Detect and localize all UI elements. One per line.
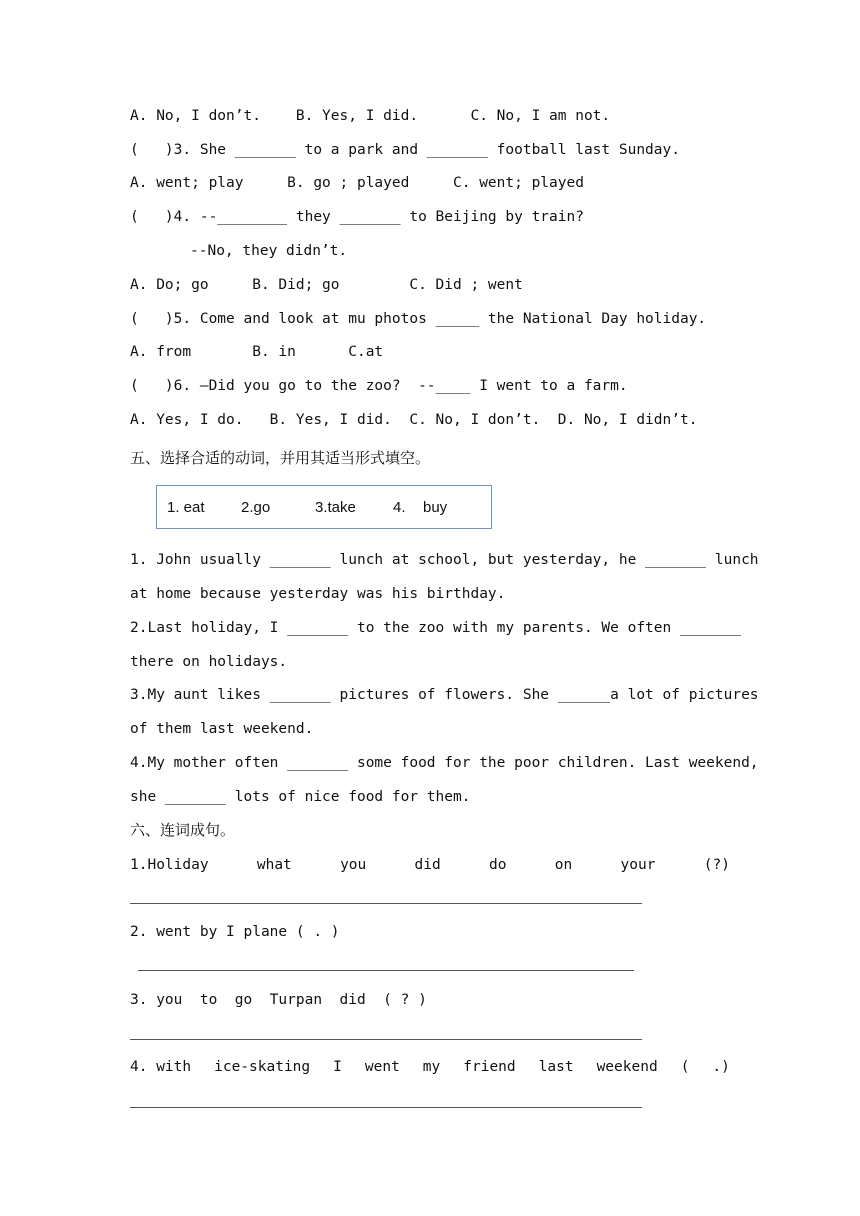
word: 4. with	[130, 1059, 192, 1075]
word-bank-item: 2.go	[241, 499, 271, 516]
q4-answer: --No, they didn’t.	[190, 243, 348, 259]
word: went	[364, 1059, 400, 1075]
s6-sentence-2: 2. went by I plane ( . )	[130, 924, 340, 940]
word-bank-item: 3.take	[315, 499, 356, 516]
word: on	[554, 857, 573, 873]
word: your	[620, 857, 656, 873]
word: friend	[463, 1059, 516, 1075]
s5-line: at home because yesterday was his birthday.	[130, 586, 506, 602]
answer-line	[130, 903, 642, 904]
q5-options: A. from B. in C.at	[130, 344, 384, 360]
q2-options: A. No, I don’t. B. Yes, I did. C. No, I am not.	[130, 108, 611, 124]
s6-sentence-1	[130, 855, 730, 875]
word-bank-box	[156, 485, 492, 529]
answer-line	[130, 1107, 642, 1108]
q5-stem: ( )5. Come and look at mu photos _____ the National Day holiday.	[130, 311, 707, 327]
s5-line: she _______ lots of nice food for them.	[130, 789, 471, 805]
q6-options: A. Yes, I do. B. Yes, I did. C. No, I don’t. D. No, I didn’t.	[130, 412, 698, 428]
word: you	[340, 857, 367, 873]
s5-line: 1. John usually _______ lunch at school, but yesterday, he _______ lunch	[130, 552, 759, 568]
word: (?)	[703, 857, 730, 873]
q3-options: A. went; play B. go ; played C. went; played	[130, 175, 584, 191]
section5-heading: 五、选择合适的动词，并用其适当形式填空。	[130, 449, 431, 467]
word-bank-item: 4.	[393, 499, 406, 516]
q4-stem: ( )4. --________ they _______ to Beijing by train?	[130, 209, 584, 225]
word: 1.Holiday	[130, 857, 209, 873]
word: last	[538, 1059, 574, 1075]
word: (	[680, 1059, 690, 1075]
s5-line: of them last weekend.	[130, 721, 314, 737]
word: my	[422, 1059, 441, 1075]
word: I	[333, 1059, 342, 1075]
q3-stem: ( )3. She _______ to a park and _______ football last Sunday.	[130, 142, 680, 158]
word-bank-item: 1. eat	[167, 499, 205, 516]
answer-line	[130, 1039, 642, 1040]
s5-line: there on holidays.	[130, 654, 288, 670]
answer-line	[138, 970, 634, 971]
q6-stem: ( )6. –Did you go to the zoo? --____ I went to a farm.	[130, 378, 628, 394]
word: .)	[712, 1059, 730, 1075]
s5-line: 4.My mother often _______ some food for the poor children. Last weekend,	[130, 755, 759, 771]
word: do	[489, 857, 507, 873]
word: weekend	[596, 1059, 658, 1075]
section6-heading: 六、连词成句。	[130, 821, 236, 839]
s5-line: 3.My aunt likes _______ pictures of flowers. She ______a lot of pictures	[130, 687, 759, 703]
s5-line: 2.Last holiday, I _______ to the zoo with my parents. We often _______	[130, 620, 742, 636]
word: what	[256, 857, 292, 873]
q4-options: A. Do; go B. Did; go C. Did ; went	[130, 277, 523, 293]
s6-sentence-3: 3. you to go Turpan did ( ? )	[130, 992, 427, 1008]
word: did	[414, 857, 441, 873]
s6-sentence-4	[130, 1057, 730, 1077]
word: ice-skating	[214, 1059, 311, 1075]
word-bank-item: buy	[423, 499, 448, 516]
